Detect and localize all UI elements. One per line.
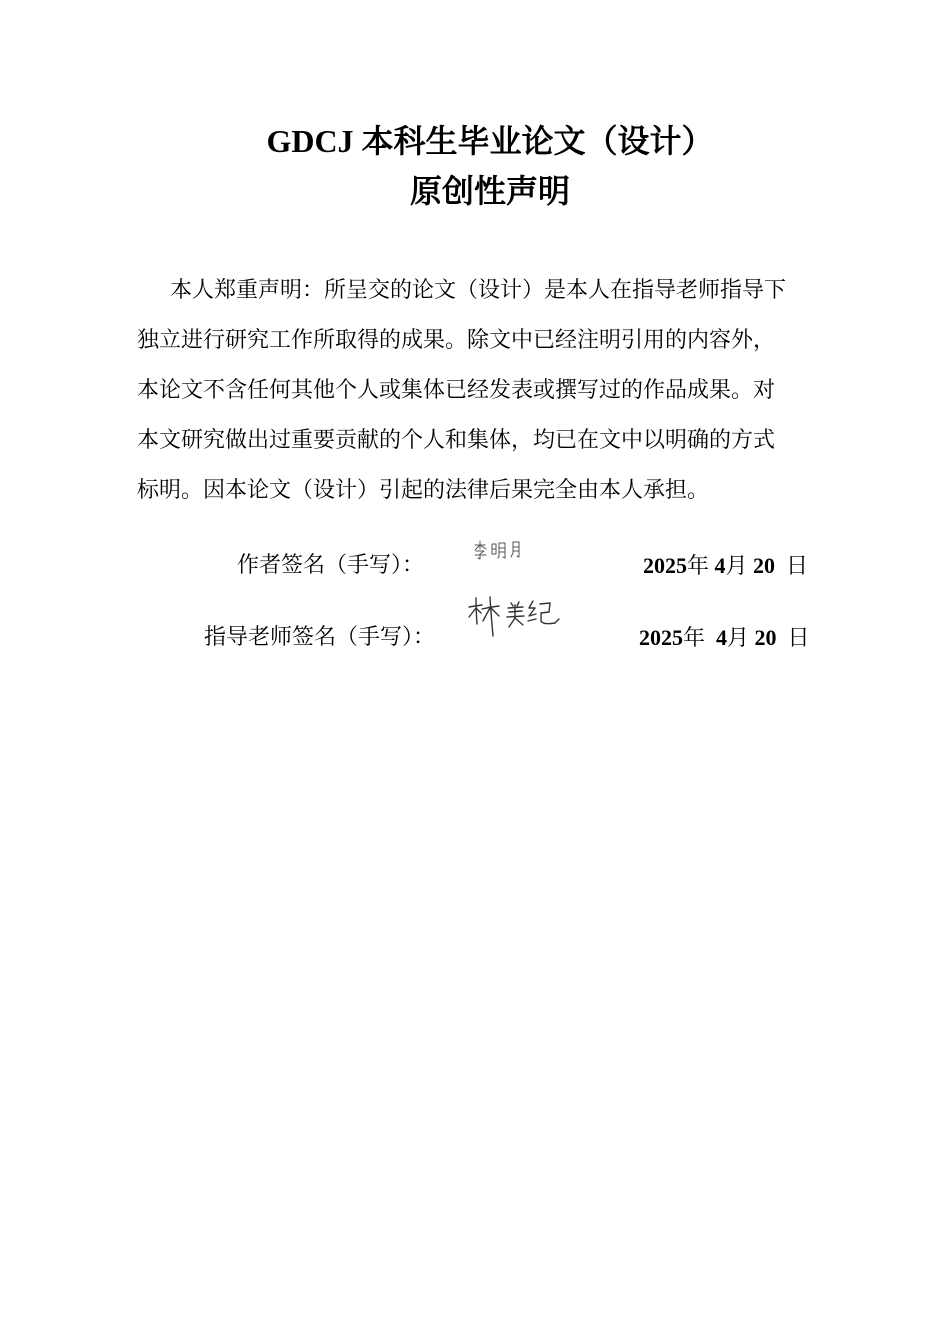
date-year: 2025 xyxy=(643,553,687,578)
declaration-line: 标明。因本论文（设计）引起的法律后果完全由本人承担。 xyxy=(137,478,710,503)
advisor-signature-label: 指导老师签名（手写）： xyxy=(204,625,436,650)
date-year: 2025 xyxy=(639,625,683,650)
date-day-unit: 日 xyxy=(787,626,810,651)
date-month: 4 xyxy=(716,625,728,650)
date-day: 20 xyxy=(753,553,776,578)
date-day: 20 xyxy=(754,625,777,650)
author-signature-label: 作者签名（手写）： xyxy=(237,553,425,578)
advisor-handwritten-signature xyxy=(466,594,566,640)
advisor-signature-date xyxy=(639,623,810,654)
declaration-body xyxy=(137,266,857,516)
date-month-unit: 月 xyxy=(725,554,748,579)
declaration-line: 本论文不含任何其他个人或集体已经发表或撰写过的作品成果。对 xyxy=(137,378,776,403)
date-year-unit: 年 xyxy=(687,554,710,579)
declaration-line: 本文研究做出过重要贡献的个人和集体，均已在文中以明确的方式 xyxy=(137,428,776,453)
declaration-line: 本人郑重声明：所呈交的论文（设计）是本人在指导老师指导下 xyxy=(170,278,787,303)
declaration-title: 原创性声明 xyxy=(409,172,570,210)
date-day-unit: 日 xyxy=(786,554,809,579)
author-handwritten-signature xyxy=(472,538,528,564)
date-month-unit: 月 xyxy=(727,626,750,651)
declaration-line: 独立进行研究工作所取得的成果。除文中已经注明引用的内容外， xyxy=(137,328,776,353)
thesis-title: GDCJ 本科生毕业论文（设计） xyxy=(266,123,714,159)
author-signature-date xyxy=(643,551,808,582)
date-year-unit: 年 xyxy=(683,626,706,651)
date-month: 4 xyxy=(714,553,726,578)
